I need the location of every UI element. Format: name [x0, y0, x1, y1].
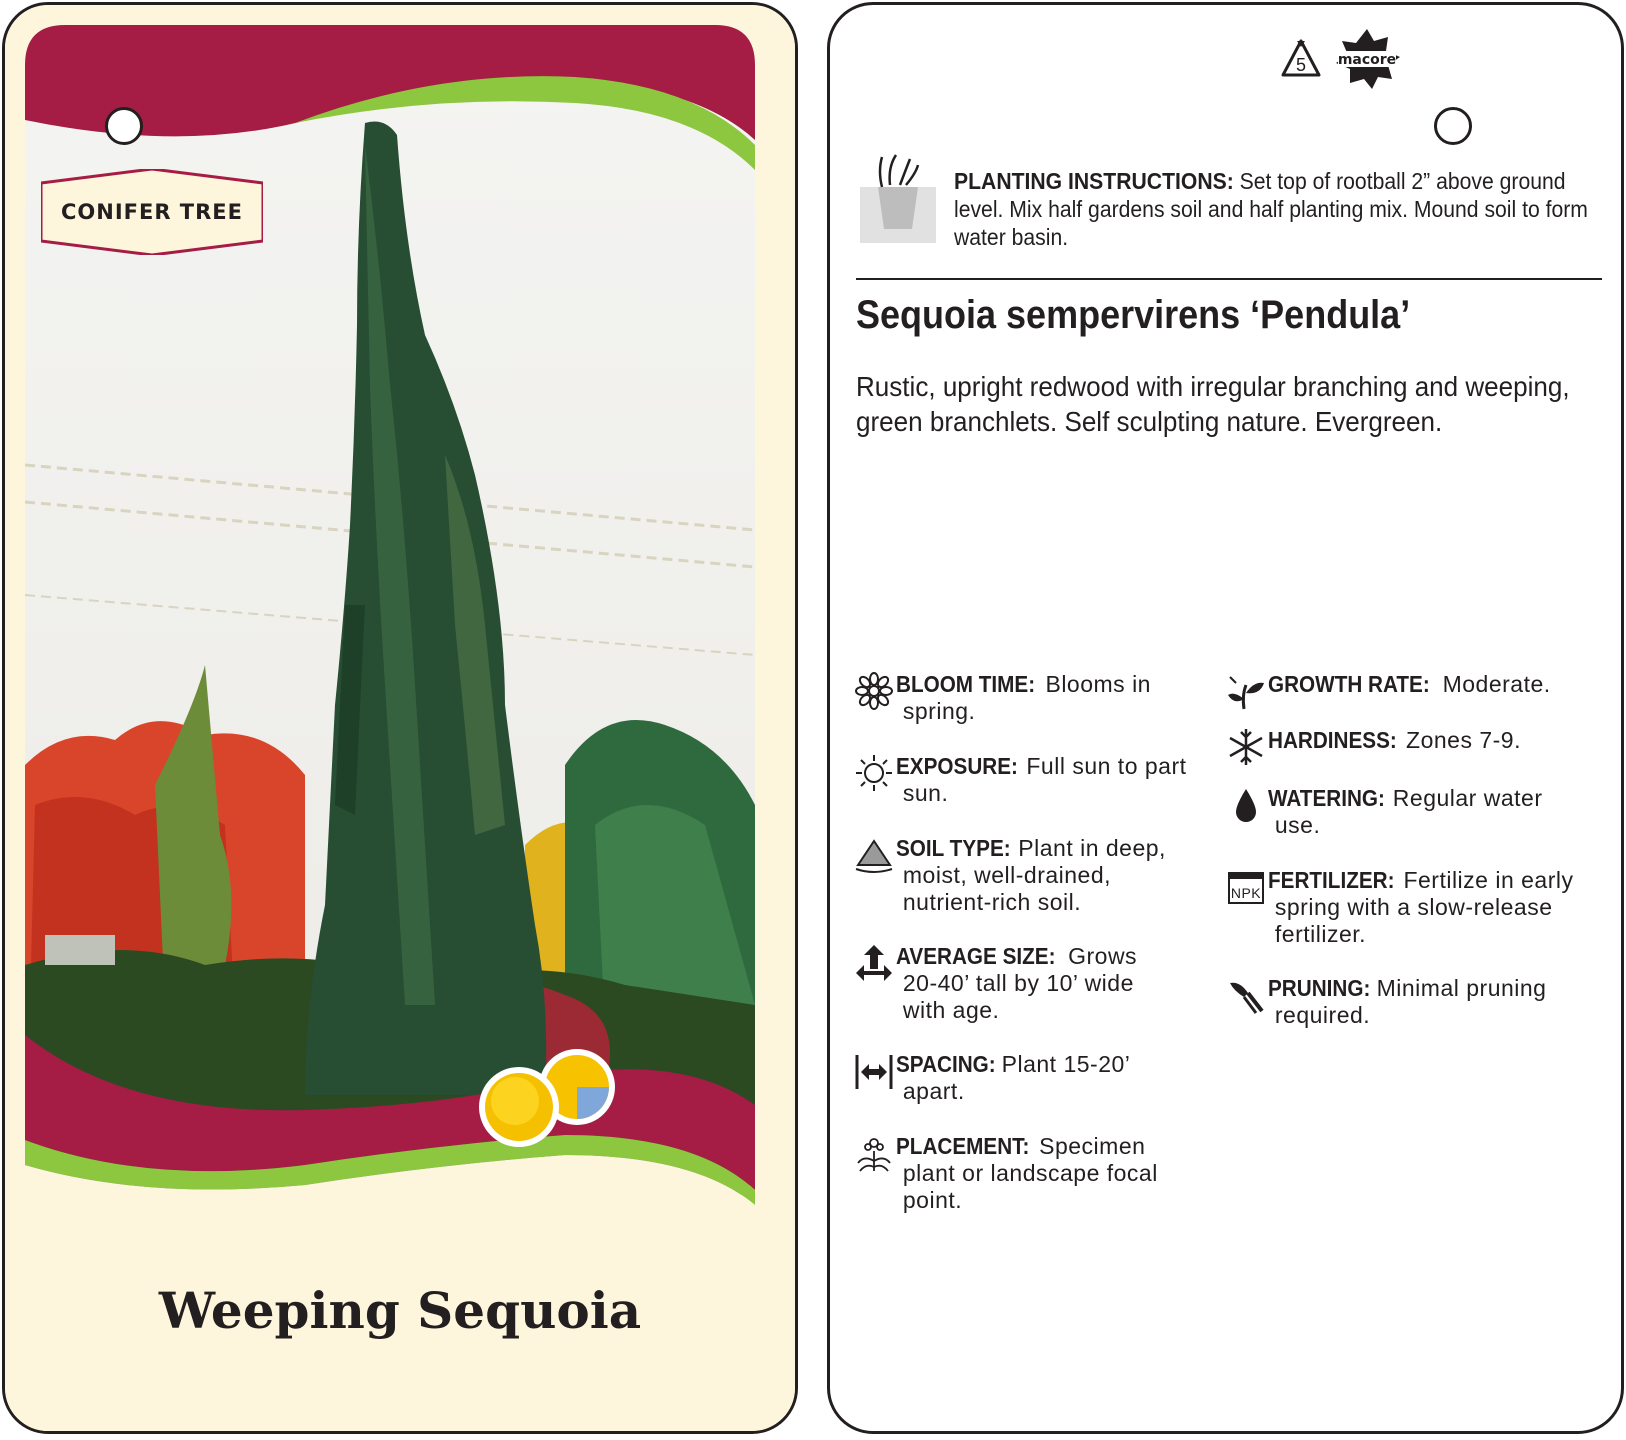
- recycle-number: 5: [1295, 55, 1307, 75]
- planting-heading: PLANTING INSTRUCTIONS:: [954, 168, 1234, 194]
- planting-instructions: [954, 167, 1593, 251]
- sprout-icon: [1226, 671, 1266, 711]
- planting-text: Set top of rootball 2” above ground level. Mix half gardens soil and half planting mix. Mound soil to form water basin.: [954, 168, 1588, 250]
- recycle-icon: [1275, 35, 1327, 87]
- plant-description: Rustic, upright redwood with irregular branching and weeping, green branchlets. Self sculpting nature. Evergreen.: [856, 371, 1570, 437]
- botanical-name: Sequoia sempervirens ‘Pendula’: [856, 293, 1411, 337]
- full-sun-icon: [479, 1067, 559, 1147]
- hang-hole-back: [1434, 107, 1472, 145]
- snowflake-icon: [1226, 727, 1266, 767]
- brand-name: macore: [1337, 52, 1397, 68]
- water-drop-icon: [1226, 785, 1266, 825]
- brand-logo: [1332, 27, 1402, 89]
- pot-icon: [860, 151, 936, 247]
- flower-icon: [854, 671, 894, 711]
- placement-icon: [854, 1133, 894, 1173]
- svg-text:NPK: NPK: [1230, 885, 1262, 901]
- category-label: CONIFER TREE: [60, 200, 243, 224]
- fertilizer-icon: [1226, 867, 1266, 907]
- spacing-icon: [854, 1051, 894, 1091]
- common-name: Weeping Sequoia: [158, 1281, 642, 1340]
- size-icon: [854, 943, 894, 983]
- pruning-shears-icon: [1226, 975, 1266, 1015]
- back-tag: 5 macore PLANTING INSTRUCTIONS: Set top of rootball 2” above ground level. Mix half gardens soil and half planting mix. Mound soil to form water basin. Sequoia sempervirens ‘Pendula’ Rustic, upright redwood with irregular branching and weeping, green branchlets. Self sculpting nature. Evergreen. BLOOM TIME: Blooms in spring. EXPOSURE: Full sun to part sun. SOIL TYPE: Plant in deep, moist, well-drained, nutrient-rich soil. AVERAGE SIZE: Grows 20-40’ tall by 10’ wide with age. SPACING: Plant 15-20’ apart. PLACEMENT: Specimen plant or landscape focal point. GROWTH RATE: Moderate. HARDINESS: Zones 7-9. WATERING: Regular water use. NPK FERTILIZER: Fertilize in early spring with a slow-release fertilizer. PRUNING: Minimal pruning required.: [827, 2, 1624, 1434]
- divider: [856, 278, 1602, 280]
- sun-icon: [854, 753, 894, 793]
- hang-hole-front: [105, 107, 143, 145]
- soil-icon: [854, 835, 894, 875]
- exposure-icons: [475, 1045, 625, 1155]
- front-tag: [2, 2, 798, 1434]
